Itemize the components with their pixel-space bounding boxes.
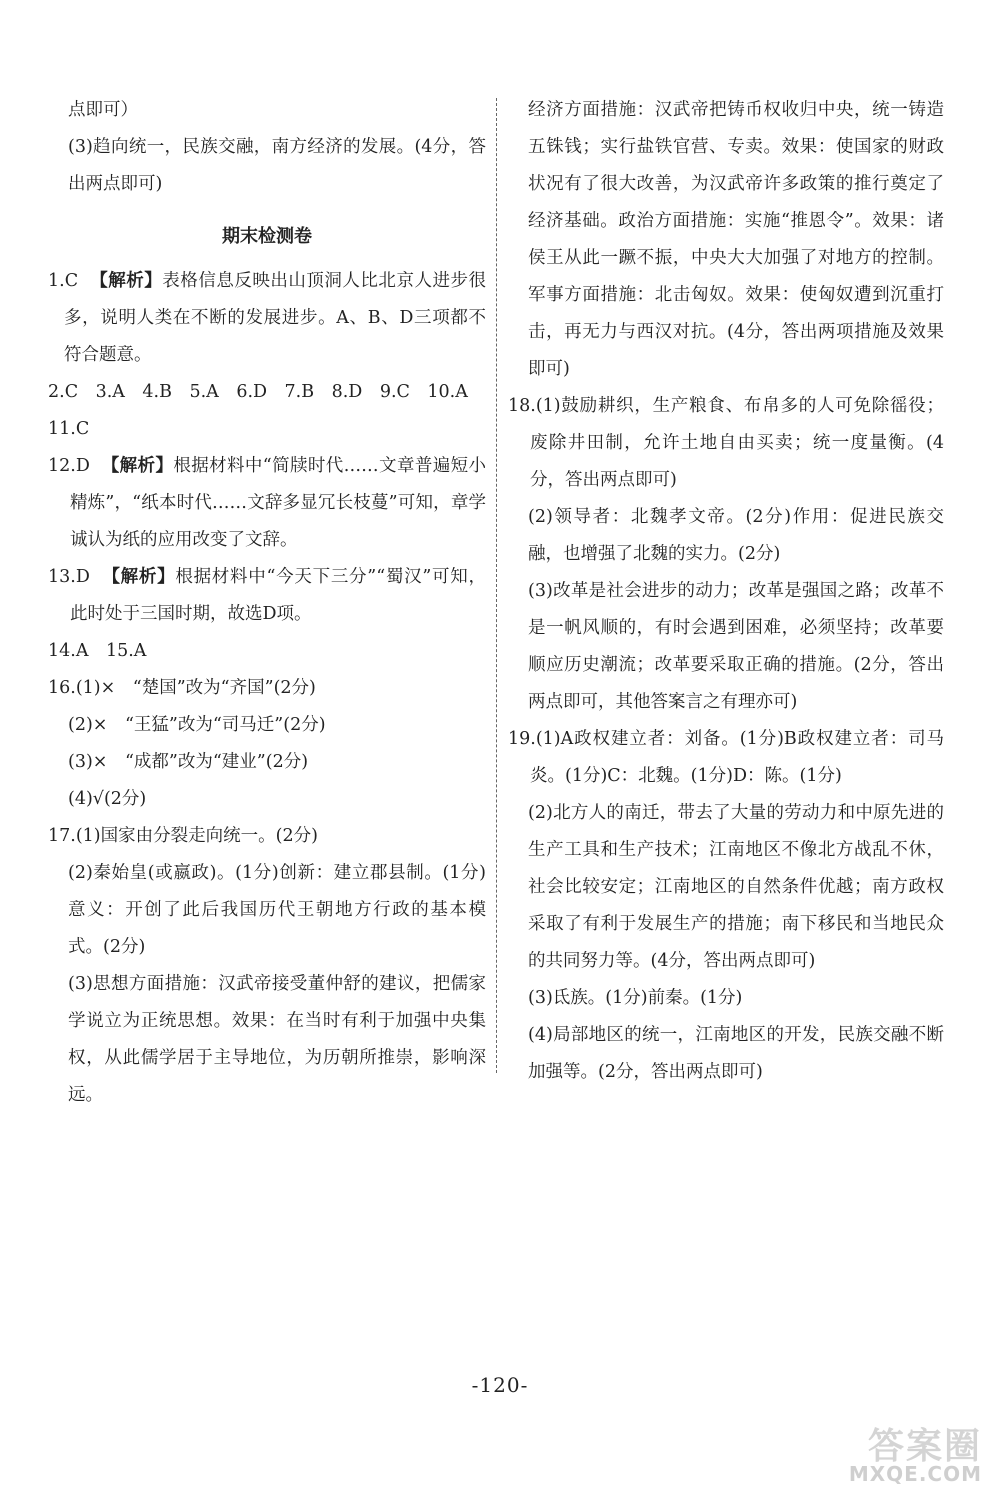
analysis-text: 根据材料中“今天下三分”“蜀汉”可知，此时处于三国时期，故选D项。 — [70, 567, 486, 624]
analysis-tag: 【解析】 — [102, 567, 176, 587]
answer-q16-4: (4)√(2分) — [68, 789, 147, 809]
page-number: -120- — [471, 1373, 529, 1397]
answer-q19-3: (3)氐族。(1分)前秦。(1分) — [528, 988, 743, 1008]
answer-q13 — [48, 559, 486, 633]
answer-paragraph: (3)趋向统一，民族交融，南方经济的发展。(4分，答出两点即可) — [68, 137, 486, 194]
answer-q18-1: 18.(1)鼓励耕织，生产粮食、布帛多的人可免除徭役；废除井田制，允许土地自由买卖；统一度量衡。(4分，答出两点即可) — [508, 396, 944, 490]
right-column — [508, 92, 944, 1091]
analysis-text: 根据材料中“简牍时代……文章普遍短小精炼”，“纸本时代……文辞多显冗长枝蔓”可知，章学诚认为纸的应用改变了文辞。 — [70, 456, 486, 550]
answer-q18-2: (2)领导者：北魏孝文帝。(2分)作用：促进民族交融，也增强了北魏的实力。(2分) — [528, 507, 944, 564]
answer-q12 — [48, 448, 486, 559]
answer-q14-15: 14.A 15.A — [48, 641, 147, 661]
answer-q17-3: (3)思想方面措施：汉武帝接受董仲舒的建议，把儒家学说立为正统思想。效果：在当时有利于加强中央集权，从此儒学居于主导地位，为历朝所推崇，影响深远。 — [68, 974, 486, 1105]
section-title: 期末检测卷 — [222, 226, 312, 247]
analysis-text: 表格信息反映出山顶洞人比北京人进步很多，说明人类在不断的发展进步。A、B、D三项都不符合题意。 — [64, 271, 486, 365]
watermark-text: 答案圈 — [867, 1426, 982, 1467]
answer-number: 12.D — [48, 456, 90, 476]
answer-q17-3-continued: 经济方面措施：汉武帝把铸币权收归中央，统一铸造五铢钱；实行盐铁官营、专卖。效果：使国家的财政状况有了很大改善，为汉武帝许多政策的推行奠定了经济基础。政治方面措施：实施“推恩令”。效果：诸侯王从此一蹶不振，中央大大加强了对地方的控制。军事方面措施：北击匈奴。效果：使匈奴遭到沉重打击，再无力与西汉对抗。(4分，答出两项措施及效果即可) — [528, 100, 944, 379]
watermark-logo — [812, 1418, 982, 1486]
answer-q1 — [48, 263, 486, 374]
analysis-tag: 【解析】 — [90, 271, 163, 291]
answer-q17-1: 17.(1)国家由分裂走向统一。(2分) — [48, 826, 318, 846]
continued-answer-line: 点即可） — [68, 100, 138, 120]
answer-q18-3: (3)改革是社会进步的动力；改革是强国之路；改革不是一帆风顺的，有时会遇到困难，必须坚持；改革要顺应历史潮流；改革要采取正确的措施。(2分，答出两点即可，其他答案言之有理亦可) — [528, 581, 944, 712]
answer-number: 1.C — [48, 271, 79, 291]
column-divider — [496, 98, 497, 1073]
answer-q19-2: (2)北方人的南迁，带去了大量的劳动力和中原先进的生产工具和生产技术；江南地区不像北方战乱不休，社会比较安定；江南地区的自然条件优越；南方政权采取了有利于发展生产的措施；南下移民和当地民众的共同努力等。(4分，答出两点即可) — [528, 803, 944, 971]
analysis-tag: 【解析】 — [101, 456, 174, 476]
answer-q19-1: 19.(1)A政权建立者：刘备。(1分)B政权建立者：司马炎。(1分)C：北魏。(1分)D：陈。(1分) — [508, 729, 944, 786]
answer-number: 13.D — [48, 567, 90, 587]
answer-q17-2: (2)秦始皇(或嬴政)。(1分)创新：建立郡县制。(1分)意义：开创了此后我国历代王朝地方行政的基本模式。(2分) — [68, 863, 486, 957]
answer-q16-3: (3)× “成都”改为“建业”(2分) — [68, 752, 309, 772]
answer-q19-4: (4)局部地区的统一，江南地区的开发，民族交融不断加强等。(2分，答出两点即可) — [528, 1025, 944, 1082]
answer-q2-10: 2.C 3.A 4.B 5.A 6.D 7.B 8.D 9.C 10.A — [48, 382, 468, 402]
answer-q16-1: 16.(1)× “楚国”改为“齐国”(2分) — [48, 678, 316, 698]
answer-q16-2: (2)× “王猛”改为“司马迁”(2分) — [68, 715, 326, 735]
answer-q11: 11.C — [48, 419, 90, 439]
left-column — [48, 92, 486, 1114]
watermark-url: MXQE.COM — [848, 1462, 982, 1486]
